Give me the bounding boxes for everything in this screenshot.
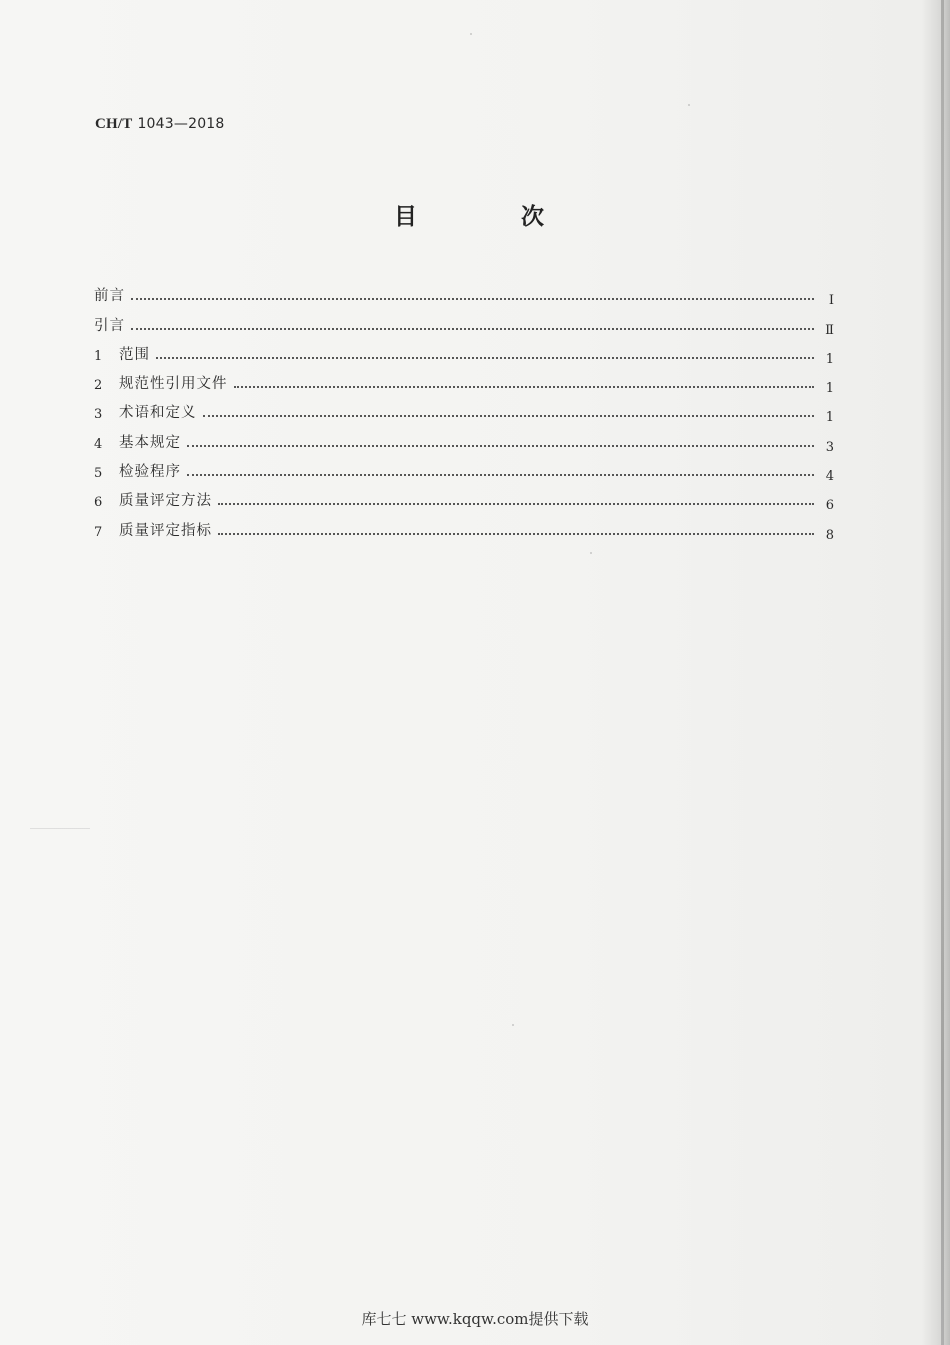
- toc-item-label: 规范性引用文件: [119, 376, 228, 393]
- toc-item-number: 2: [94, 378, 103, 394]
- scan-speck: [30, 828, 90, 829]
- toc-item-number: 4: [94, 436, 103, 452]
- toc-item-label: 术语和定义: [119, 405, 197, 422]
- toc-dot-leader: [131, 297, 814, 300]
- toc-item-inspection-procedure[interactable]: [94, 452, 834, 485]
- toc-item-page: Ⅱ: [825, 322, 834, 338]
- toc-item-terms-definitions[interactable]: [94, 393, 834, 426]
- download-footer: 库七七 www.kqqw.com提供下载: [361, 1310, 589, 1328]
- toc-item-foreword[interactable]: [94, 276, 834, 309]
- toc-item-page: 4: [825, 469, 834, 485]
- toc-dot-leader: [156, 356, 814, 359]
- toc-item-introduction[interactable]: [94, 305, 834, 338]
- standard-code: [95, 114, 225, 133]
- toc-item-page: 6: [825, 498, 834, 514]
- toc-item-normative-references[interactable]: [94, 364, 834, 397]
- toc-item-page: 1: [825, 381, 834, 397]
- table-of-contents: [94, 276, 834, 543]
- toc-dot-leader: [234, 385, 815, 388]
- toc-dot-leader: [131, 327, 814, 330]
- toc-item-number: 7: [94, 524, 103, 540]
- toc-item-page: 3: [825, 439, 834, 455]
- page-title: 目 次: [393, 204, 592, 230]
- standard-code-prefix: CH/T: [95, 116, 133, 132]
- toc-item-number: 3: [94, 407, 103, 423]
- toc-dot-leader: [218, 532, 814, 535]
- standard-code-number: 1043—2018: [137, 116, 225, 132]
- toc-item-page: 8: [825, 527, 834, 543]
- toc-item-label: 质量评定方法: [119, 493, 212, 510]
- toc-dot-leader: [218, 502, 814, 505]
- toc-item-label: 检验程序: [119, 464, 181, 481]
- scan-speck: [590, 552, 592, 554]
- scan-speck: [512, 1024, 514, 1026]
- scan-speck: [470, 33, 472, 35]
- toc-item-page: 1: [825, 410, 834, 426]
- toc-item-label: 质量评定指标: [119, 522, 212, 539]
- toc-item-basic-provisions[interactable]: [94, 422, 834, 455]
- toc-item-quality-evaluation-method[interactable]: [94, 481, 834, 514]
- toc-item-number: 1: [94, 348, 103, 364]
- toc-item-number: 5: [94, 466, 103, 482]
- toc-item-quality-evaluation-indicators[interactable]: [94, 510, 834, 543]
- toc-item-label: 基本规定: [119, 434, 181, 451]
- toc-item-page: Ⅰ: [828, 293, 834, 309]
- toc-item-number: 6: [94, 495, 103, 511]
- toc-item-label: 前言: [94, 288, 125, 305]
- toc-item-scope[interactable]: [94, 335, 834, 367]
- toc-dot-leader: [187, 444, 814, 447]
- toc-item-label: 范围: [119, 346, 150, 363]
- toc-item-page: 1: [825, 351, 834, 367]
- toc-dot-leader: [203, 414, 815, 417]
- toc-dot-leader: [187, 473, 814, 476]
- toc-item-label: 引言: [94, 317, 125, 334]
- scan-speck: [688, 104, 690, 106]
